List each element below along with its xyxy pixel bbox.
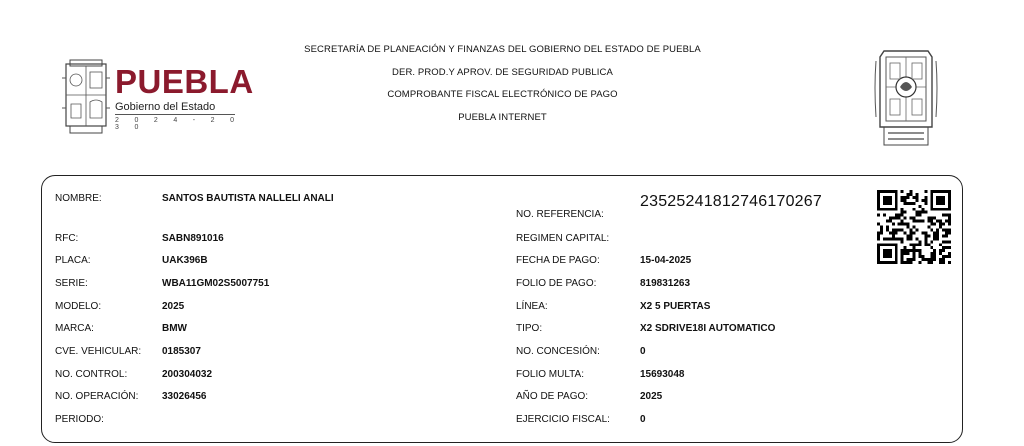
rfc-value: SABN891016 (162, 233, 224, 244)
brand-subtitle: Gobierno del Estado (115, 101, 235, 115)
linea-label: LÍNEA: (516, 301, 548, 312)
brand-years: 2 0 2 4 - 2 0 3 0 (115, 117, 241, 131)
folio-pago-label: FOLIO DE PAGO: (516, 278, 597, 289)
no-operacion-label: NO. OPERACIÓN: (55, 391, 139, 402)
no-referencia-value: 23525241812746170267 (640, 193, 822, 210)
header-line-agency: SECRETARÍA DE PLANEACIÓN Y FINANZAS DEL GOBIERNO DEL ESTADO DE PUEBLA (304, 44, 701, 55)
header-line-channel: PUEBLA INTERNET (458, 111, 547, 123)
serie-label: SERIE: (55, 278, 88, 289)
serie-value: WBA11GM02S5007751 (162, 278, 270, 289)
ejercicio-fiscal-value: 0 (640, 414, 646, 425)
brand-name: PUEBLA (115, 63, 254, 100)
brand-wordmark (115, 63, 254, 131)
header (250, 44, 755, 134)
folio-pago-value: 819831263 (640, 278, 691, 289)
linea-value: X2 5 PUERTAS (640, 301, 711, 312)
nombre-value: SANTOS BAUTISTA NALLELI ANALI (162, 193, 334, 204)
header-line-concept: DER. PROD.Y APROV. DE SEGURIDAD PUBLICA (392, 66, 613, 78)
anio-pago-label: AÑO DE PAGO: (516, 391, 589, 402)
ejercicio-fiscal-label: EJERCICIO FISCAL: (516, 414, 610, 425)
no-control-label: NO. CONTROL: (55, 369, 128, 380)
tipo-value: X2 SDRIVE18I AUTOMATICO (640, 323, 776, 334)
anio-pago-value: 2025 (640, 391, 663, 402)
cve-vehicular-label: CVE. VEHICULAR: (55, 346, 142, 357)
no-concesion-label: NO. CONCESIÓN: (516, 346, 600, 357)
puebla-logo (62, 58, 254, 138)
regimen-capital-label: REGIMEN CAPITAL: (516, 233, 610, 244)
no-operacion-value: 33026456 (162, 391, 207, 402)
fecha-pago-label: FECHA DE PAGO: (516, 255, 600, 266)
state-seal-icon (874, 47, 938, 151)
periodo-label: PERIODO: (55, 414, 104, 425)
marca-label: MARCA: (55, 323, 94, 334)
no-concesion-value: 0 (640, 346, 646, 357)
no-referencia-label: NO. REFERENCIA: (516, 209, 604, 220)
header-line-doc-type: COMPROBANTE FISCAL ELECTRÓNICO DE PAGO (387, 89, 618, 100)
qr-code-icon (877, 190, 951, 264)
tipo-label: TIPO: (516, 323, 543, 334)
no-control-value: 200304032 (162, 369, 213, 380)
state-shield-icon (62, 58, 110, 136)
rfc-label: RFC: (55, 233, 79, 244)
modelo-value: 2025 (162, 301, 185, 312)
marca-value: BMW (162, 323, 187, 334)
modelo-label: MODELO: (55, 301, 102, 312)
folio-multa-value: 15693048 (640, 369, 685, 380)
nombre-label: NOMBRE: (55, 193, 102, 204)
cve-vehicular-value: 0185307 (162, 346, 201, 357)
folio-multa-label: FOLIO MULTA: (516, 369, 584, 380)
placa-label: PLACA: (55, 255, 91, 266)
fecha-pago-value: 15-04-2025 (640, 255, 692, 266)
placa-value: UAK396B (162, 255, 208, 266)
